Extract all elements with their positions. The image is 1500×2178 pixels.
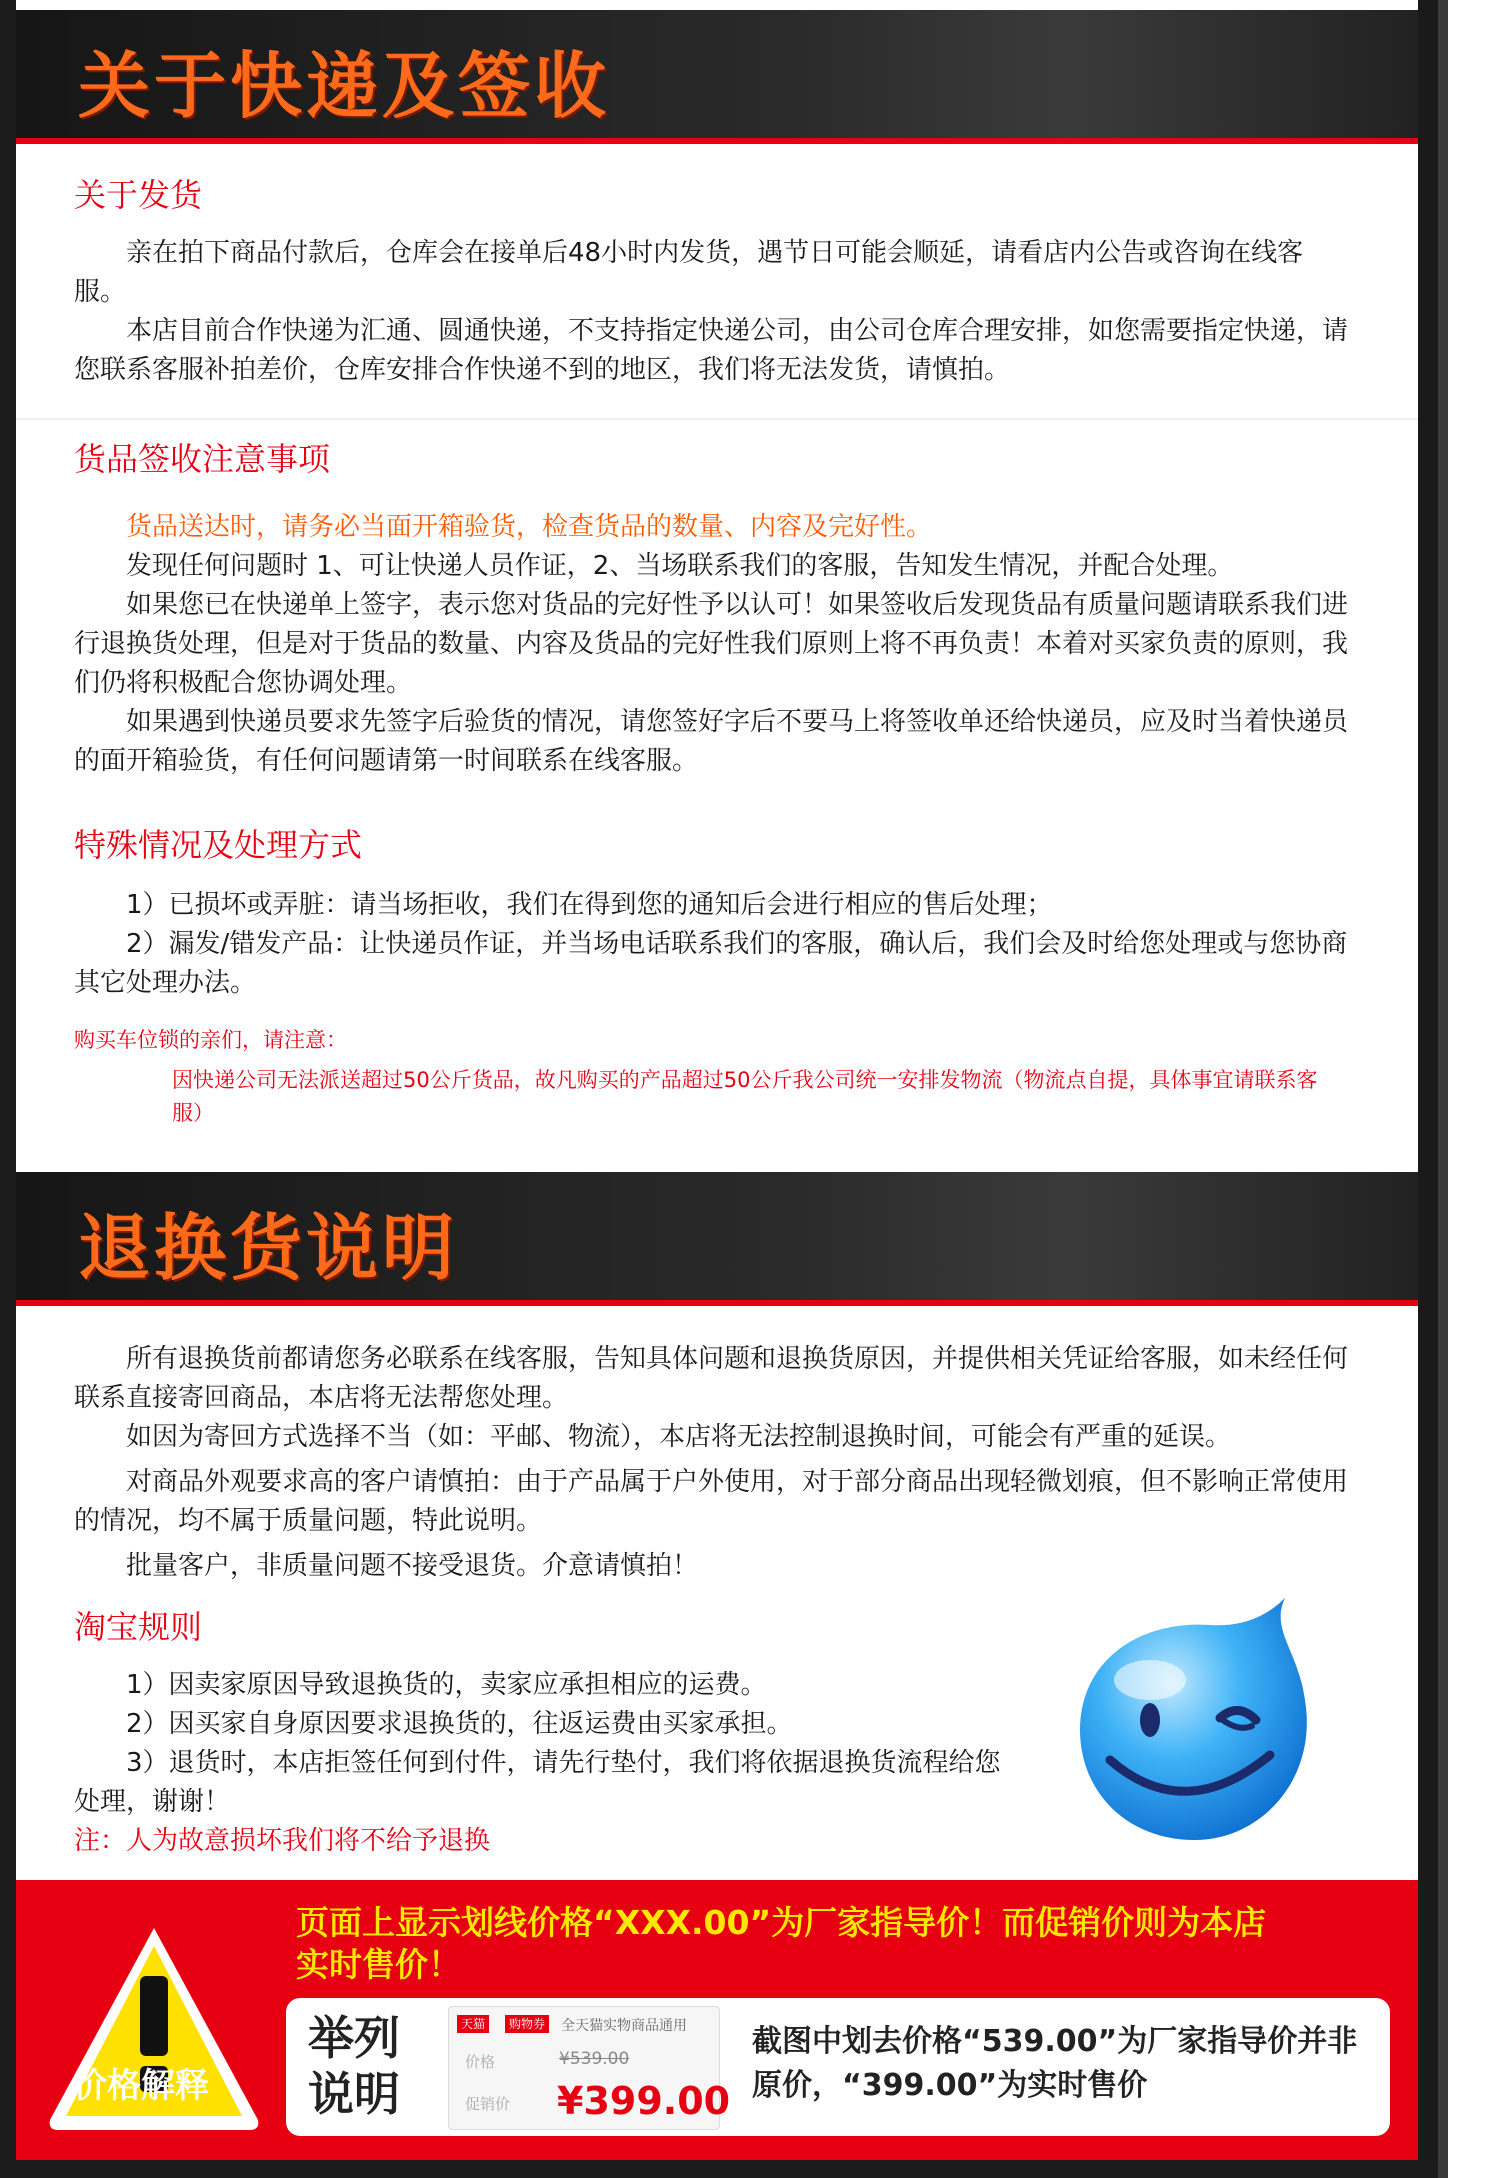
- special-text: [74, 886, 1354, 1003]
- original-price-value: ¥539.00: [559, 2049, 630, 2069]
- receipt-paragraph-3: 如果遇到快递员要求先签字后验货的情况，请您签好字后不要马上将签收单还给快递员，应及时当着快递员的面开箱验货，有任何问题请第一时间联系在线客服。: [74, 707, 1349, 776]
- warning-triangle-icon: [44, 1920, 264, 2140]
- right-border-outer: [1438, 0, 1448, 2178]
- winking-mascot-icon: [1070, 1590, 1330, 1850]
- price-explanation-band: [16, 1880, 1418, 2160]
- parking-lock-notice-text: 因快递公司无法派送超过50公斤货品，故凡购买的产品超过50公斤我公司统一安排发物流（物流点自提，具体事宜请联系客服）: [172, 1068, 1318, 1125]
- shipping-title: 关于发货: [74, 176, 203, 214]
- price-explanation-label: 价格解释: [73, 2066, 209, 2106]
- parking-lock-notice-title: 购买车位锁的亲们，请注意：: [74, 1028, 347, 1052]
- price-explanation-text: 截图中划去价格“539.00”为厂家指导价并非原价，“399.00”为实时售价: [752, 2024, 1358, 2103]
- shipping-text: [74, 234, 1354, 390]
- shipping-paragraph-2: 本店目前合作快递为汇通、圆通快递，不支持指定快递公司，由公司仓库合理安排，如您需要指定快递，请您联系客服补拍差价，仓库安排合作快递不到的地区，我们将无法发货，请慎拍。: [74, 316, 1349, 385]
- coupon-badge: 购物券: [505, 2015, 549, 2033]
- bottom-border: [0, 2160, 1438, 2178]
- special-item-1: 1）已损坏或弄脏：请当场拒收，我们在得到您的通知后会进行相应的售后处理；: [126, 890, 1053, 920]
- returns-paragraph-3: 对商品外观要求高的客户请慎拍：由于产品属于户外使用，对于部分商品出现轻微划痕，但不影响正常使用的情况，均不属于质量问题，特此说明。: [74, 1467, 1349, 1536]
- taobao-rule-2: 2）因买家自身原因要求退换货的，往返运费由买家承担。: [126, 1709, 793, 1739]
- price-headline: 页面上显示划线价格“XXX.00”为厂家指导价！而促销价则为本店实时售价！: [296, 1903, 1267, 1984]
- receipt-title: 货品签收注意事项: [74, 440, 331, 478]
- taobao-rule-note: 注：人为故意损坏我们将不给予退换: [74, 1826, 491, 1856]
- original-price-label: 价格: [465, 2053, 496, 2071]
- special-item-2: 2）漏发/错发产品：让快递员作证，并当场电话联系我们的客服，确认后，我们会及时给您处理或与您协商其它处理办法。: [74, 929, 1348, 998]
- taobao-rules-text: [74, 1666, 1014, 1861]
- divider: [16, 418, 1418, 420]
- returns-banner: [16, 1172, 1418, 1306]
- promo-price-label: 促销价: [465, 2095, 511, 2113]
- taobao-rule-3: 3）退货时，本店拒签任何到付件，请先行垫付，我们将依据退换货流程给您处理，谢谢！: [74, 1748, 1001, 1817]
- coupon-note: 全天猫实物商品通用: [561, 2018, 687, 2034]
- right-border: [1418, 0, 1438, 2178]
- special-title: 特殊情况及处理方式: [74, 826, 363, 864]
- taobao-rules-title: 淘宝规则: [74, 1608, 203, 1646]
- returns-paragraph-1: 所有退换货前都请您务必联系在线客服，告知具体问题和退换货原因，并提供相关凭证给客服，如未经任何联系直接寄回商品，本店将无法帮您处理。: [74, 1344, 1349, 1413]
- top-strip: [16, 0, 1418, 10]
- example-card: [286, 1998, 1390, 2136]
- tmall-badge: 天猫: [457, 2015, 489, 2033]
- left-border: [0, 0, 16, 2178]
- taobao-rule-1: 1）因卖家原因导致退换货的，卖家应承担相应的运费。: [126, 1670, 767, 1700]
- returns-banner-title: 退换货说明: [78, 1206, 459, 1290]
- receipt-paragraph-1: 发现任何问题时 1、可让快递人员作证，2、当场联系我们的客服，告知发生情况，并配合处理。: [126, 551, 1234, 581]
- receipt-text: [74, 508, 1354, 781]
- receipt-paragraph-2: 如果您已在快递单上签字，表示您对货品的完好性予以认可！如果签收后发现货品有质量问题请联系我们进行退换货处理，但是对于货品的数量、内容及货品的完好性我们原则上将不再负责！本着对买家负责的原则，我们仍将积极配合您协调处理。: [74, 590, 1349, 698]
- promo-price-value: ¥399.00: [557, 2079, 731, 2123]
- example-label: 举列说明: [308, 2011, 400, 2121]
- delivery-banner: [16, 10, 1418, 144]
- price-screenshot: [448, 2006, 731, 2130]
- delivery-banner-title: 关于快递及签收: [78, 44, 611, 128]
- shipping-paragraph-1: 亲在拍下商品付款后，仓库会在接单后48小时内发货，遇节日可能会顺延，请看店内公告或咨询在线客服。: [74, 238, 1304, 307]
- receipt-highlight: 货品送达时，请务必当面开箱验货，检查货品的数量、内容及完好性。: [126, 512, 933, 542]
- returns-text: [74, 1340, 1354, 1586]
- returns-paragraph-4: 批量客户，非质量问题不接受退货。介意请慎拍！: [126, 1551, 699, 1581]
- returns-paragraph-2: 如因为寄回方式选择不当（如：平邮、物流），本店将无法控制退换时间，可能会有严重的延误。: [126, 1422, 1232, 1452]
